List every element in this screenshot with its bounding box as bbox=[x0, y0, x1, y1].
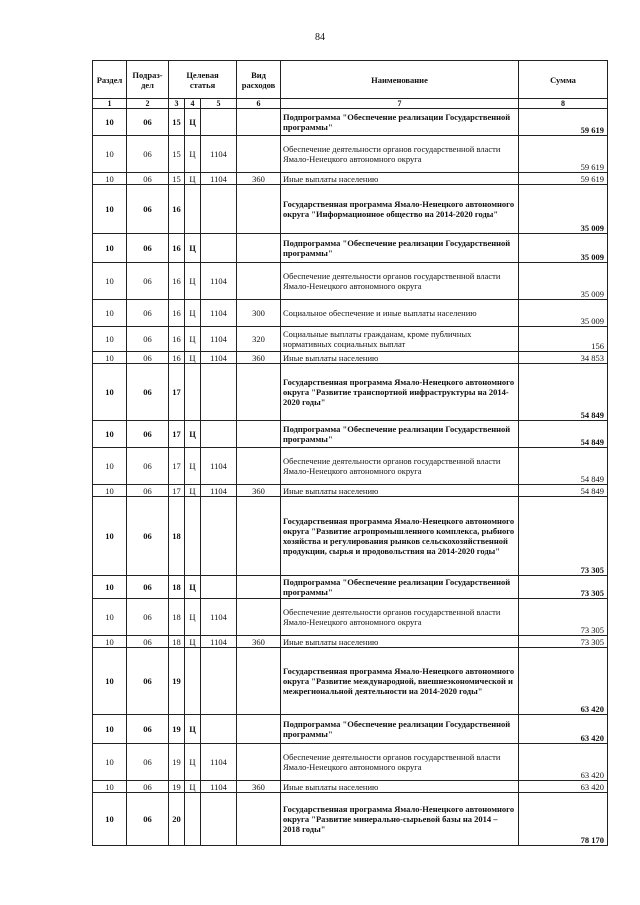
cell-summa: 54 849 bbox=[519, 448, 608, 485]
cell-celevaya-3: 1104 bbox=[201, 327, 237, 352]
table-row bbox=[93, 136, 608, 173]
cell-celevaya-3: 1104 bbox=[201, 599, 237, 636]
cell-vid-rashodov bbox=[237, 576, 281, 599]
cell-vid-rashodov bbox=[237, 421, 281, 448]
cell-naimenovanie: Подпрограмма "Обеспечение реализации Государственной программы" bbox=[281, 421, 519, 448]
table-row bbox=[93, 364, 608, 421]
cell-vid-rashodov bbox=[237, 599, 281, 636]
cell-celevaya-3: 1104 bbox=[201, 744, 237, 781]
cell-naimenovanie: Подпрограмма "Обеспечение реализации Государственной программы" bbox=[281, 576, 519, 599]
table-row bbox=[93, 421, 608, 448]
cell-razdel: 10 bbox=[93, 234, 127, 263]
cell-podrazdel: 06 bbox=[127, 793, 169, 846]
cell-celevaya-1: 18 bbox=[169, 576, 185, 599]
cell-summa: 63 420 bbox=[519, 715, 608, 744]
cell-podrazdel: 06 bbox=[127, 300, 169, 327]
cell-celevaya-2 bbox=[185, 648, 201, 715]
cell-summa: 156 bbox=[519, 327, 608, 352]
header-podrazdel: Подраз- дел bbox=[127, 61, 169, 99]
table-header-row bbox=[93, 61, 608, 99]
table-row bbox=[93, 599, 608, 636]
cell-naimenovanie: Подпрограмма "Обеспечение реализации Государственной программы" bbox=[281, 715, 519, 744]
cell-podrazdel: 06 bbox=[127, 327, 169, 352]
budget-table bbox=[92, 60, 608, 846]
cell-summa: 35 009 bbox=[519, 234, 608, 263]
cell-celevaya-1: 19 bbox=[169, 648, 185, 715]
cell-celevaya-3 bbox=[201, 364, 237, 421]
cell-naimenovanie: Иные выплаты населению bbox=[281, 781, 519, 793]
cell-summa: 54 849 bbox=[519, 421, 608, 448]
cell-celevaya-1: 17 bbox=[169, 448, 185, 485]
cell-naimenovanie: Иные выплаты населению bbox=[281, 173, 519, 185]
table-row bbox=[93, 109, 608, 136]
cell-celevaya-3: 1104 bbox=[201, 263, 237, 300]
table-row bbox=[93, 793, 608, 846]
table-row bbox=[93, 173, 608, 185]
table-row bbox=[93, 744, 608, 781]
cell-celevaya-2: Ц bbox=[185, 485, 201, 497]
table-row bbox=[93, 234, 608, 263]
cell-celevaya-1: 15 bbox=[169, 136, 185, 173]
table-row bbox=[93, 352, 608, 364]
cell-naimenovanie: Подпрограмма "Обеспечение реализации Государственной программы" bbox=[281, 109, 519, 136]
table-row bbox=[93, 636, 608, 648]
cell-celevaya-2 bbox=[185, 185, 201, 234]
cell-vid-rashodov bbox=[237, 234, 281, 263]
cell-celevaya-3: 1104 bbox=[201, 136, 237, 173]
cell-summa: 73 305 bbox=[519, 497, 608, 576]
cell-summa: 73 305 bbox=[519, 576, 608, 599]
cell-celevaya-2: Ц bbox=[185, 448, 201, 485]
cell-naimenovanie: Обеспечение деятельности органов государственной власти Ямало-Ненецкого автономного округа bbox=[281, 448, 519, 485]
col-number: 5 bbox=[201, 99, 237, 109]
cell-vid-rashodov bbox=[237, 263, 281, 300]
cell-naimenovanie: Подпрограмма "Обеспечение реализации Государственной программы" bbox=[281, 234, 519, 263]
cell-podrazdel: 06 bbox=[127, 185, 169, 234]
cell-summa: 73 305 bbox=[519, 599, 608, 636]
cell-celevaya-1: 19 bbox=[169, 781, 185, 793]
cell-celevaya-1: 17 bbox=[169, 485, 185, 497]
cell-vid-rashodov bbox=[237, 185, 281, 234]
cell-naimenovanie: Обеспечение деятельности органов государственной власти Ямало-Ненецкого автономного округа bbox=[281, 744, 519, 781]
cell-celevaya-2 bbox=[185, 793, 201, 846]
cell-celevaya-3 bbox=[201, 234, 237, 263]
cell-naimenovanie: Иные выплаты населению bbox=[281, 352, 519, 364]
cell-celevaya-2: Ц bbox=[185, 421, 201, 448]
cell-celevaya-3 bbox=[201, 421, 237, 448]
cell-podrazdel: 06 bbox=[127, 648, 169, 715]
cell-razdel: 10 bbox=[93, 576, 127, 599]
cell-celevaya-1: 18 bbox=[169, 599, 185, 636]
cell-podrazdel: 06 bbox=[127, 715, 169, 744]
cell-summa: 78 170 bbox=[519, 793, 608, 846]
cell-vid-rashodov bbox=[237, 715, 281, 744]
cell-podrazdel: 06 bbox=[127, 781, 169, 793]
cell-vid-rashodov: 360 bbox=[237, 485, 281, 497]
cell-podrazdel: 06 bbox=[127, 234, 169, 263]
cell-summa: 63 420 bbox=[519, 744, 608, 781]
cell-summa: 35 009 bbox=[519, 300, 608, 327]
cell-celevaya-1: 15 bbox=[169, 109, 185, 136]
table-body bbox=[93, 109, 608, 846]
cell-razdel: 10 bbox=[93, 744, 127, 781]
cell-naimenovanie: Обеспечение деятельности органов государственной власти Ямало-Ненецкого автономного округа bbox=[281, 599, 519, 636]
cell-celevaya-2: Ц bbox=[185, 327, 201, 352]
cell-naimenovanie: Обеспечение деятельности органов государственной власти Ямало-Ненецкого автономного округа bbox=[281, 263, 519, 300]
cell-podrazdel: 06 bbox=[127, 364, 169, 421]
cell-naimenovanie: Государственная программа Ямало-Ненецкого автономного округа "Информационное общество на 2014-2020 годы" bbox=[281, 185, 519, 234]
cell-podrazdel: 06 bbox=[127, 576, 169, 599]
cell-celevaya-3 bbox=[201, 497, 237, 576]
cell-celevaya-1: 16 bbox=[169, 185, 185, 234]
cell-celevaya-1: 15 bbox=[169, 173, 185, 185]
cell-celevaya-1: 17 bbox=[169, 421, 185, 448]
cell-celevaya-2: Ц bbox=[185, 781, 201, 793]
cell-summa: 35 009 bbox=[519, 263, 608, 300]
cell-summa: 34 853 bbox=[519, 352, 608, 364]
table-row bbox=[93, 715, 608, 744]
cell-summa: 54 849 bbox=[519, 364, 608, 421]
cell-razdel: 10 bbox=[93, 263, 127, 300]
cell-podrazdel: 06 bbox=[127, 744, 169, 781]
cell-naimenovanie: Социальное обеспечение и иные выплаты населению bbox=[281, 300, 519, 327]
cell-vid-rashodov bbox=[237, 648, 281, 715]
cell-razdel: 10 bbox=[93, 715, 127, 744]
header-celevaya-statya: Целевая статья bbox=[169, 61, 237, 99]
cell-podrazdel: 06 bbox=[127, 136, 169, 173]
cell-summa: 59 619 bbox=[519, 109, 608, 136]
cell-razdel: 10 bbox=[93, 364, 127, 421]
cell-celevaya-3 bbox=[201, 109, 237, 136]
cell-celevaya-2: Ц bbox=[185, 744, 201, 781]
cell-vid-rashodov bbox=[237, 497, 281, 576]
cell-podrazdel: 06 bbox=[127, 448, 169, 485]
table-row bbox=[93, 185, 608, 234]
cell-celevaya-3 bbox=[201, 185, 237, 234]
cell-podrazdel: 06 bbox=[127, 485, 169, 497]
header-vid-rashodov: Вид расходов bbox=[237, 61, 281, 99]
cell-razdel: 10 bbox=[93, 109, 127, 136]
cell-celevaya-2: Ц bbox=[185, 136, 201, 173]
table-row bbox=[93, 648, 608, 715]
cell-celevaya-1: 19 bbox=[169, 744, 185, 781]
cell-razdel: 10 bbox=[93, 485, 127, 497]
cell-celevaya-1: 19 bbox=[169, 715, 185, 744]
col-number: 1 bbox=[93, 99, 127, 109]
cell-podrazdel: 06 bbox=[127, 109, 169, 136]
col-number: 6 bbox=[237, 99, 281, 109]
cell-celevaya-2: Ц bbox=[185, 263, 201, 300]
header-razdel: Раздел bbox=[93, 61, 127, 99]
cell-podrazdel: 06 bbox=[127, 263, 169, 300]
cell-podrazdel: 06 bbox=[127, 497, 169, 576]
cell-razdel: 10 bbox=[93, 636, 127, 648]
cell-celevaya-2: Ц bbox=[185, 715, 201, 744]
cell-celevaya-3 bbox=[201, 793, 237, 846]
cell-vid-rashodov bbox=[237, 364, 281, 421]
cell-razdel: 10 bbox=[93, 300, 127, 327]
cell-celevaya-1: 18 bbox=[169, 497, 185, 576]
cell-razdel: 10 bbox=[93, 793, 127, 846]
cell-celevaya-3 bbox=[201, 715, 237, 744]
cell-podrazdel: 06 bbox=[127, 636, 169, 648]
cell-summa: 35 009 bbox=[519, 185, 608, 234]
cell-razdel: 10 bbox=[93, 448, 127, 485]
cell-summa: 73 305 bbox=[519, 636, 608, 648]
cell-celevaya-3: 1104 bbox=[201, 448, 237, 485]
col-number: 7 bbox=[281, 99, 519, 109]
cell-celevaya-2: Ц bbox=[185, 636, 201, 648]
cell-celevaya-1: 16 bbox=[169, 300, 185, 327]
cell-naimenovanie: Обеспечение деятельности органов государственной власти Ямало-Ненецкого автономного округа bbox=[281, 136, 519, 173]
cell-celevaya-1: 20 bbox=[169, 793, 185, 846]
cell-celevaya-2: Ц bbox=[185, 300, 201, 327]
table-row bbox=[93, 485, 608, 497]
cell-vid-rashodov bbox=[237, 448, 281, 485]
page-number: 84 bbox=[315, 32, 325, 43]
cell-summa: 54 849 bbox=[519, 485, 608, 497]
cell-razdel: 10 bbox=[93, 136, 127, 173]
cell-razdel: 10 bbox=[93, 173, 127, 185]
cell-razdel: 10 bbox=[93, 185, 127, 234]
cell-podrazdel: 06 bbox=[127, 421, 169, 448]
cell-razdel: 10 bbox=[93, 327, 127, 352]
cell-celevaya-3: 1104 bbox=[201, 352, 237, 364]
cell-razdel: 10 bbox=[93, 648, 127, 715]
cell-vid-rashodov bbox=[237, 136, 281, 173]
cell-celevaya-2: Ц bbox=[185, 234, 201, 263]
header-summa: Сумма bbox=[519, 61, 608, 99]
cell-celevaya-3: 1104 bbox=[201, 173, 237, 185]
column-number-row bbox=[93, 99, 608, 109]
cell-razdel: 10 bbox=[93, 781, 127, 793]
cell-celevaya-2 bbox=[185, 497, 201, 576]
col-number: 2 bbox=[127, 99, 169, 109]
cell-naimenovanie: Государственная программа Ямало-Ненецкого автономного округа "Развитие международной, внешнеэкономической и межрегиональной деятельности на 2014-2020 годы" bbox=[281, 648, 519, 715]
cell-vid-rashodov: 360 bbox=[237, 781, 281, 793]
cell-summa: 59 619 bbox=[519, 136, 608, 173]
cell-razdel: 10 bbox=[93, 421, 127, 448]
cell-celevaya-3: 1104 bbox=[201, 781, 237, 793]
cell-celevaya-3 bbox=[201, 576, 237, 599]
cell-vid-rashodov bbox=[237, 109, 281, 136]
table-row bbox=[93, 263, 608, 300]
cell-vid-rashodov: 360 bbox=[237, 636, 281, 648]
cell-naimenovanie: Государственная программа Ямало-Ненецкого автономного округа "Развитие транспортной инфраструктуры на 2014-2020 годы" bbox=[281, 364, 519, 421]
cell-razdel: 10 bbox=[93, 352, 127, 364]
table-row bbox=[93, 781, 608, 793]
col-number: 8 bbox=[519, 99, 608, 109]
cell-naimenovanie: Государственная программа Ямало-Ненецкого автономного округа "Развитие агропромышленного комплекса, рыбного хозяйства и регулирования рынков сельскохозяйственной продукции, сырья и продовольствия на 2014-2020 годы" bbox=[281, 497, 519, 576]
cell-summa: 59 619 bbox=[519, 173, 608, 185]
table-row bbox=[93, 497, 608, 576]
cell-vid-rashodov bbox=[237, 744, 281, 781]
cell-celevaya-1: 16 bbox=[169, 327, 185, 352]
cell-vid-rashodov: 320 bbox=[237, 327, 281, 352]
cell-vid-rashodov: 300 bbox=[237, 300, 281, 327]
cell-celevaya-3: 1104 bbox=[201, 300, 237, 327]
cell-naimenovanie: Государственная программа Ямало-Ненецкого автономного округа "Развитие минерально-сырьевой базы на 2014 – 2018 годы" bbox=[281, 793, 519, 846]
col-number: 4 bbox=[185, 99, 201, 109]
cell-vid-rashodov: 360 bbox=[237, 352, 281, 364]
cell-razdel: 10 bbox=[93, 599, 127, 636]
cell-summa: 63 420 bbox=[519, 781, 608, 793]
col-number: 3 bbox=[169, 99, 185, 109]
cell-celevaya-3 bbox=[201, 648, 237, 715]
cell-podrazdel: 06 bbox=[127, 173, 169, 185]
table-row bbox=[93, 448, 608, 485]
cell-vid-rashodov bbox=[237, 793, 281, 846]
cell-razdel: 10 bbox=[93, 497, 127, 576]
cell-celevaya-3: 1104 bbox=[201, 485, 237, 497]
cell-naimenovanie: Иные выплаты населению bbox=[281, 485, 519, 497]
cell-celevaya-2: Ц bbox=[185, 576, 201, 599]
cell-celevaya-1: 17 bbox=[169, 364, 185, 421]
cell-celevaya-2: Ц bbox=[185, 599, 201, 636]
cell-naimenovanie: Иные выплаты населению bbox=[281, 636, 519, 648]
cell-summa: 63 420 bbox=[519, 648, 608, 715]
cell-celevaya-1: 18 bbox=[169, 636, 185, 648]
header-naimenovanie: Наименование bbox=[281, 61, 519, 99]
table-row bbox=[93, 576, 608, 599]
cell-celevaya-2 bbox=[185, 364, 201, 421]
cell-vid-rashodov: 360 bbox=[237, 173, 281, 185]
cell-celevaya-2: Ц bbox=[185, 173, 201, 185]
cell-celevaya-2: Ц bbox=[185, 352, 201, 364]
cell-podrazdel: 06 bbox=[127, 599, 169, 636]
cell-naimenovanie: Социальные выплаты гражданам, кроме публичных нормативных социальных выплат bbox=[281, 327, 519, 352]
cell-celevaya-1: 16 bbox=[169, 352, 185, 364]
cell-celevaya-1: 16 bbox=[169, 234, 185, 263]
cell-celevaya-2: Ц bbox=[185, 109, 201, 136]
table-row bbox=[93, 327, 608, 352]
cell-podrazdel: 06 bbox=[127, 352, 169, 364]
cell-celevaya-3: 1104 bbox=[201, 636, 237, 648]
table-row bbox=[93, 300, 608, 327]
cell-celevaya-1: 16 bbox=[169, 263, 185, 300]
